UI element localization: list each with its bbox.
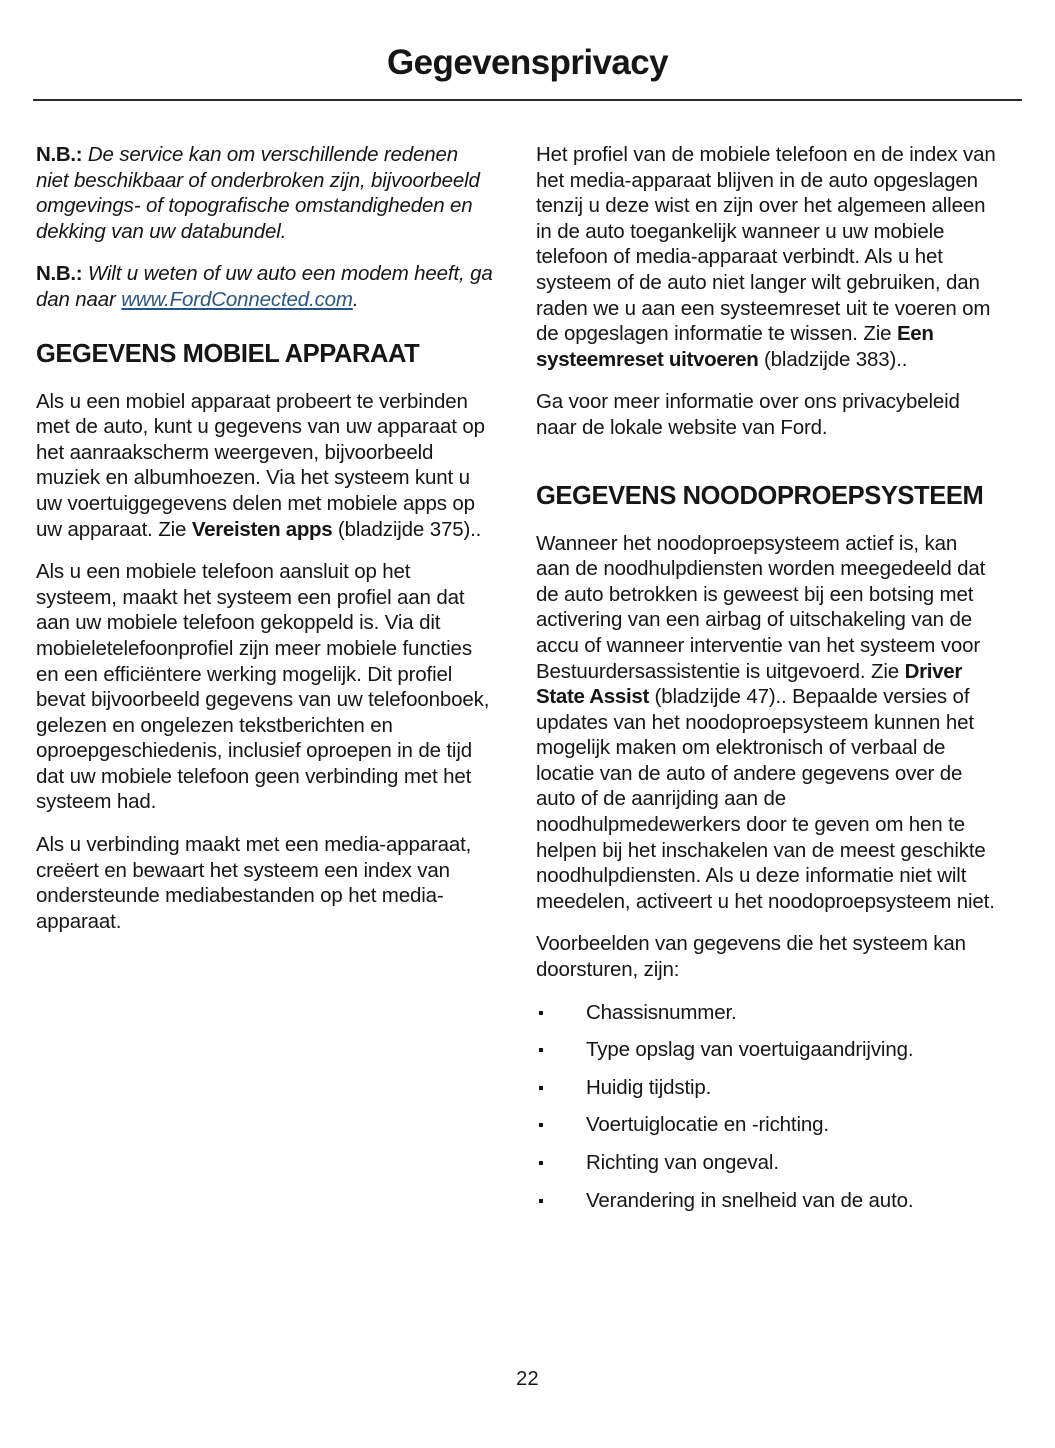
bullet-icon [539,1011,543,1015]
bullet-icon [539,1123,543,1127]
bullet-icon [539,1199,543,1203]
page-number: 22 [516,1368,539,1390]
list-item-label: Richting van ongeval. [586,1151,779,1174]
cross-reference-vereisten-apps: Vereisten apps [191,517,333,541]
list-item-label: Chassisnummer. [586,1000,737,1024]
left-paragraph-1-before: Als u een mobiel apparaat probeert te verbinden met de auto, kunt u gegevens van uw apparaat op het aanraakscherm weergeven, bijvoorbeeld muziek en albumhoezen. Via het systeem kunt u uw voertuiggegevens delen met mobiele apps op uw apparaat. Zie [36,389,485,541]
left-paragraph-1-after: (bladzijde 375).. [332,517,482,541]
cross-reference-systeemreset: Een systeemreset uitvoeren [536,322,934,371]
list-item [536,1188,996,1214]
list-item [536,1075,996,1101]
page-title: Gegevensprivacy [387,43,668,82]
list-item [536,1037,996,1063]
right-paragraph-1-before: Het profiel van de mobiele telefoon en de index van het media-apparaat blijven in de auto opgeslagen tenzij u deze wist en zijn over het algemeen alleen in de auto toegankelijk wanneer u uw mobiele telefoon of media-apparaat verbindt. Als u het systeem of de auto niet langer wilt gebruiken, dan raden we u aan een systeemreset uit te voeren om de opgeslagen informatie te wissen. Zie [536,143,996,346]
left-paragraph-3: Als u verbinding maakt met een media-apparaat, creëert en bewaart het systeem een index van ondersteunde mediabestanden op het media-apparaat. [36,833,472,933]
note-text-2-before: Wilt u weten of uw auto een modem heeft, ga dan naar [36,262,493,311]
bullet-icon [539,1048,543,1052]
cross-reference-driver-state-assist: Driver State Assist [536,659,963,709]
list-item-label: Voertuiglocatie en -richting. [586,1113,829,1137]
bullet-list-intro: Voorbeelden van gegevens die het systeem kan doorsturen, zijn: [536,932,966,982]
page-header [0,44,1055,83]
left-paragraph-1 [36,389,496,543]
data-examples-list [536,1000,996,1214]
list-item [536,1112,996,1138]
right-paragraph-1-after: (bladzijde 383).. [758,347,908,371]
note-label-1: N.B.: [36,143,83,166]
right-paragraph-3-before: Wanneer het noodoproepsysteem actief is, kan aan de noodhulpdiensten worden meegedeeld dat de auto betrokken is geweest bij een botsing met activering van een airbag of uitschakeling van de accu of wanneer interventie van het systeem voor Bestuurdersassistentie is uitgevoerd. Zie [536,531,986,683]
list-item-label: Type opslag van voertuigaandrijving. [586,1038,914,1062]
left-paragraph-2: Als u een mobiele telefoon aansluit op het systeem, maakt het systeem een profiel aan dat aan uw mobiele telefoon gekoppeld is. Via dit mobieletelefoonprofiel zijn meer mobiele functies en een efficiëntere werking mogelijk. Dit profiel bevat bijvoorbeeld gegevens van uw telefoonboek, gelezen en ongelezen tekstberichten en oproepgeschiedenis, inclusief oproepen in de tijd dat uw mobiele telefoon geen verbinding met het systeem had. [36,560,490,814]
list-item [536,1150,996,1176]
bullet-icon [539,1161,543,1165]
note-text-1: De service kan om verschillende redenen niet beschikbaar of onderbroken zijn, bijvoorbeeld omgevings- of topografische omstandigheden en dekking van uw databundel. [36,143,480,243]
list-item-label: Huidig tijdstip. [586,1075,712,1099]
header-divider [33,99,1022,101]
right-paragraph-1 [536,142,996,372]
note-paragraph-1 [36,142,496,244]
left-column [36,142,496,951]
content-columns [36,142,1022,1322]
page-footer [0,1368,1055,1391]
bullet-icon [539,1086,543,1090]
right-paragraph-3 [536,531,996,915]
right-column [536,142,996,1225]
note-text-2-after: . [352,287,359,311]
note-paragraph-2 [36,261,496,312]
right-paragraph-2: Ga voor meer informatie over ons privacybeleid naar de lokale website van Ford. [536,390,960,439]
section-heading-noodoproepsysteem: GEGEVENS NOODOPROEPSYSTEEM [536,481,984,510]
list-item-label: Verandering in snelheid van de auto. [586,1188,914,1212]
section-heading-mobiel-apparaat: GEGEVENS MOBIEL APPARAAT [36,339,420,368]
note-label-2: N.B.: [36,262,83,286]
fordconnected-link[interactable]: www.FordConnected.com [121,287,353,311]
list-item [536,1000,996,1026]
right-paragraph-3-after: (bladzijde 47).. Bepaalde versies of updates van het noodoproepsysteem kunnen het mogelijk maken om elektronisch of verbaal de locatie van de auto of andere gegevens over de auto of de aanrijding aan de noodhulpmedewerkers door te geven om hen te helpen bij het inschakelen van de meest geschikte noodhulpdiensten. Als u deze informatie niet wilt meedelen, activeert u het noodoproepsysteem niet. [536,685,995,913]
